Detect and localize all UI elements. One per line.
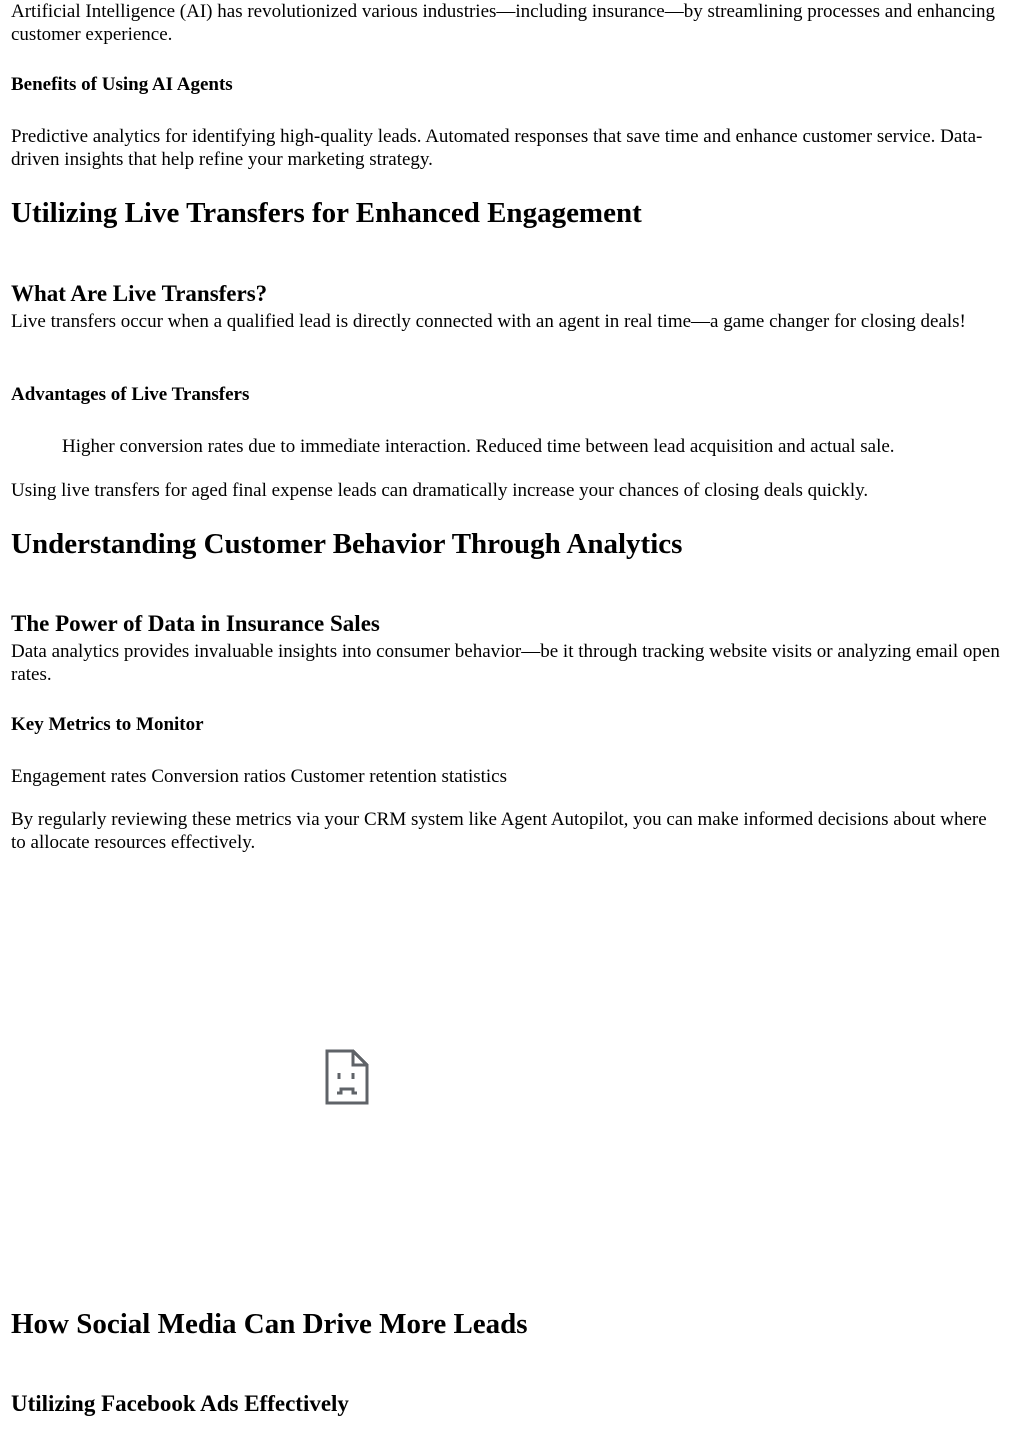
power-of-data-heading: The Power of Data in Insurance Sales [11, 611, 380, 636]
key-metrics-heading: Key Metrics to Monitor [11, 714, 204, 735]
intro-paragraph: Artificial Intelligence (AI) has revolutionized various industries—including insurance—by streamlining processes and enhancing customer experience. [11, 1, 996, 45]
benefits-heading: Benefits of Using AI Agents [11, 74, 233, 95]
live-transfers-heading: Utilizing Live Transfers for Enhanced Engagement [11, 197, 642, 229]
what-are-live-transfers-paragraph: Live transfers occur when a qualified lead is directly connected with an agent in real time—a game changer for closing deals! [11, 311, 966, 332]
crm-paragraph: By regularly reviewing these metrics via your CRM system like Agent Autopilot, you can make informed decisions about where to allocate resources effectively. [11, 809, 987, 853]
power-of-data-paragraph: Data analytics provides invaluable insights into consumer behavior—be it through tracking website visits or analyzing email open rates. [11, 641, 1000, 685]
customer-behavior-heading: Understanding Customer Behavior Through Analytics [11, 528, 683, 560]
broken-image-icon [325, 1049, 369, 1105]
key-metrics-paragraph: Engagement rates Conversion ratios Customer retention statistics [11, 766, 508, 787]
social-media-heading: How Social Media Can Drive More Leads [11, 1308, 528, 1340]
facebook-ads-heading: Utilizing Facebook Ads Effectively [11, 1391, 349, 1416]
what-are-live-transfers-heading: What Are Live Transfers? [11, 281, 268, 306]
benefits-paragraph: Predictive analytics for identifying high-quality leads. Automated responses that save time and enhance customer service. Data-driven insights that help refine your marketing strategy. [11, 126, 983, 170]
live-transfers-summary: Using live transfers for aged final expense leads can dramatically increase your chances of closing deals quickly. [11, 480, 869, 501]
advantages-paragraph: Higher conversion rates due to immediate interaction. Reduced time between lead acquisition and actual sale. [62, 436, 895, 457]
advantages-heading: Advantages of Live Transfers [11, 384, 250, 405]
